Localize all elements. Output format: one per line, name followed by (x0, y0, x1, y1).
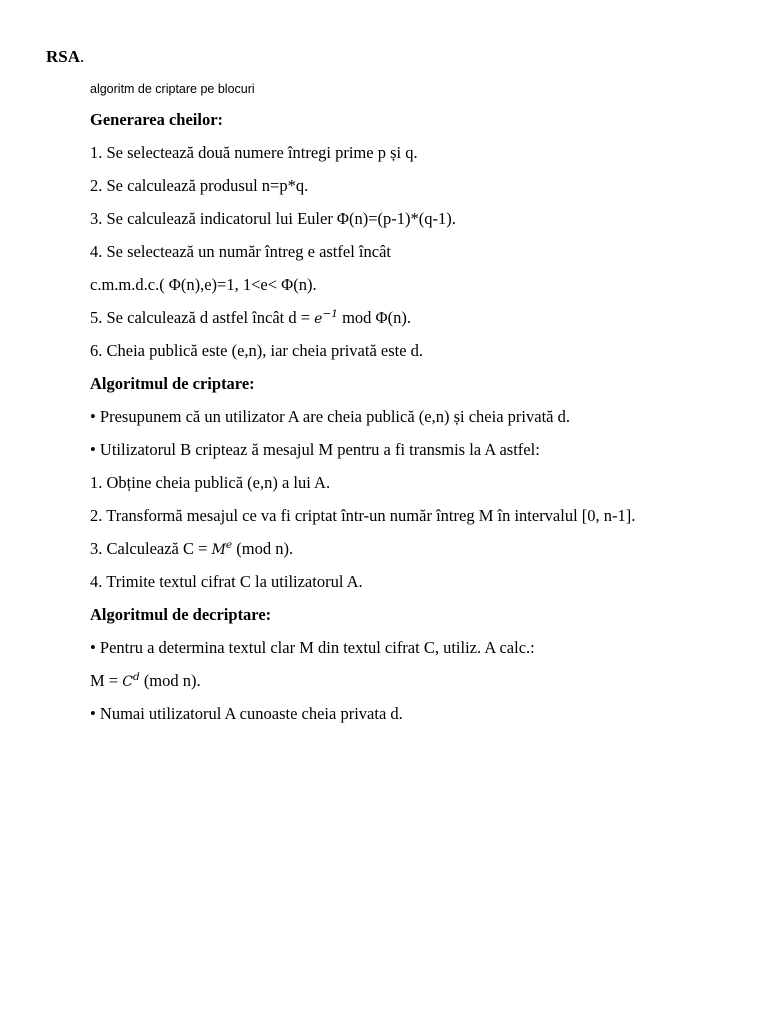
keygen-step-5-mod: mod Φ(n). (337, 308, 411, 327)
encrypt-step-4: 4. Trimite textul cifrat C la utilizatorul A. (90, 572, 363, 591)
encrypt-step-1: 1. Obține cheia publică (e,n) a lui A. (90, 473, 331, 492)
encrypt-step-3-mod: (mod n). (232, 539, 294, 558)
inverse-base: e (314, 311, 323, 327)
decrypt-formula-text: M = (90, 671, 123, 690)
decrypt-bullet-1: • Pentru a determina textul clar M din textul cifrat C, utiliz. A calc.: (90, 638, 535, 657)
decrypt-bullet-2: • Numai utilizatorul A cunoaste cheia privata d. (90, 704, 403, 723)
message-base: M (211, 542, 226, 558)
keygen-step-6: 6. Cheia publică este (e,n), iar cheia privată este d. (90, 341, 424, 360)
cipher-base: C (122, 674, 133, 690)
keygen-step-5-text: 5. Se calculează d astfel încât d = (90, 308, 315, 327)
inverse-exponent: −1 (322, 308, 338, 320)
encrypt-heading: Algoritmul de criptare: (90, 374, 255, 393)
document-subtitle: algoritm de criptare pe blocuri (90, 82, 255, 96)
message-exponent: e (225, 539, 233, 551)
encrypt-bullet-2: • Utilizatorul B cripteaz ă mesajul M pentru a fi transmis la A astfel: (90, 440, 540, 459)
keygen-step-3: 3. Se calculează indicatorul lui Euler Φ(n)=(p-1)*(q-1). (90, 209, 456, 228)
keygen-step-4-continued: c.m.m.d.c.( Φ(n),e)=1, 1<e< Φ(n). (90, 275, 317, 294)
decrypt-heading: Algoritmul de decriptare: (90, 605, 272, 624)
keygen-step-2: 2. Se calculează produsul n=p*q. (90, 176, 309, 195)
decrypt-formula-mod: (mod n). (139, 671, 201, 690)
encrypt-step-3-text: 3. Calculează C = (90, 539, 212, 558)
title-period: . (80, 47, 85, 66)
keygen-step-1: 1. Se selectează două numere întregi prime p și q. (90, 143, 418, 162)
keygen-heading: Generarea cheilor: (90, 110, 224, 129)
encrypt-bullet-1: • Presupunem că un utilizator A are cheia publică (e,n) și cheia privată d. (90, 407, 570, 426)
keygen-step-5 (90, 307, 411, 331)
decrypt-formula (90, 670, 201, 694)
document-title (46, 46, 84, 68)
cipher-exponent: d (132, 671, 140, 683)
keygen-step-4: 4. Se selectează un număr întreg e astfel încât (90, 242, 391, 261)
encrypt-step-3 (90, 538, 293, 562)
encrypt-step-2: 2. Transformă mesajul ce va fi criptat într-un număr întreg M în intervalul [0, n-1]. (90, 506, 636, 525)
title-text: RSA (46, 47, 81, 66)
